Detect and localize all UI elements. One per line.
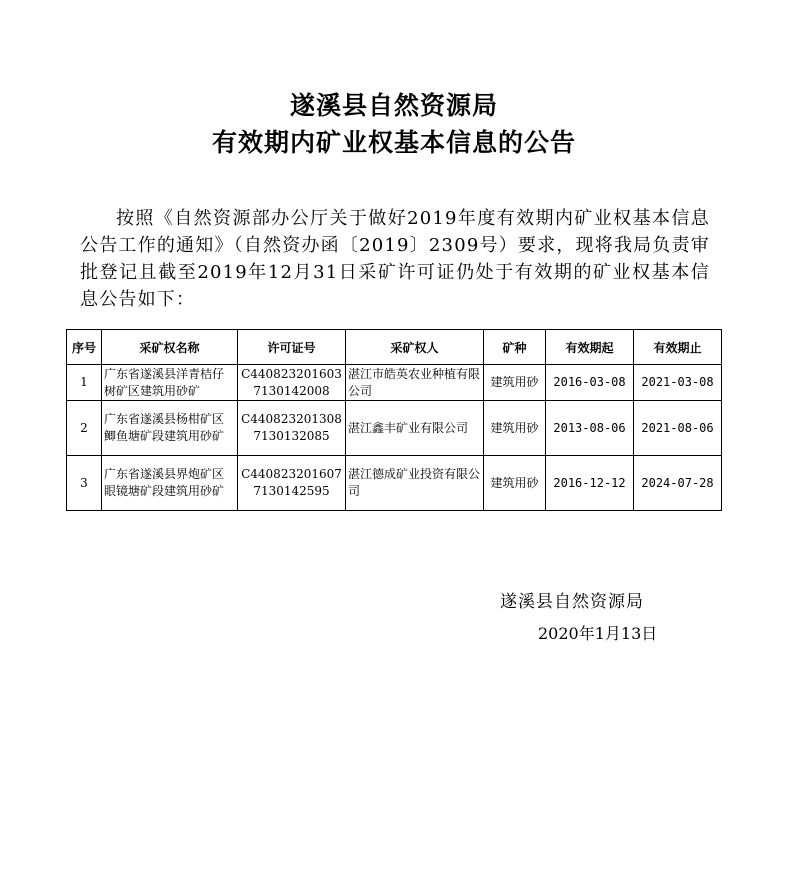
- cell-license: C4408232013087130132085: [238, 401, 346, 456]
- header-name: 采矿权名称: [102, 330, 238, 365]
- header-end: 有效期止: [634, 330, 722, 365]
- header-no: 序号: [67, 330, 102, 365]
- cell-name: 广东省遂溪县杨柑矿区鲫鱼塘矿段建筑用砂矿: [102, 401, 238, 456]
- cell-start: 2013-08-06: [546, 401, 634, 456]
- header-mineral: 矿种: [484, 330, 546, 365]
- document-title-line1: 遂溪县自然资源局: [289, 91, 498, 120]
- header-start: 有效期起: [546, 330, 634, 365]
- table-row: [67, 456, 722, 511]
- cell-name: 广东省遂溪县洋青桔仔树矿区建筑用砂矿: [102, 365, 238, 401]
- table-row: [67, 401, 722, 456]
- cell-holder: 湛江市皓英农业种植有限公司: [346, 365, 484, 401]
- cell-mineral: 建筑用砂: [484, 456, 546, 511]
- cell-start: 2016-03-08: [546, 365, 634, 401]
- cell-no: 1: [67, 365, 102, 401]
- table-header-row: [67, 330, 722, 365]
- cell-end: 2024-07-28: [634, 456, 722, 511]
- cell-name: 广东省遂溪县界炮矿区眼镜塘矿段建筑用砂矿: [102, 456, 238, 511]
- cell-license: C4408232016077130142595: [238, 456, 346, 511]
- document-title-line2: 有效期内矿业权基本信息的公告: [211, 128, 576, 157]
- notice-paragraph: 按照《自然资源部办公厅关于做好2019年度有效期内矿业权基本信息公告工作的通知》（自然资办函〔2019〕2309号）要求，现将我局负责审批登记且截至2019年12月31日采矿许可证仍处于有效期的矿业权基本信息公告如下：: [80, 208, 710, 310]
- table-row: [67, 365, 722, 401]
- cell-license: C4408232016037130142008: [238, 365, 346, 401]
- cell-end: 2021-03-08: [634, 365, 722, 401]
- signing-date: 2020年1月13日: [538, 624, 658, 643]
- mining-rights-table: [66, 329, 722, 511]
- cell-no: 2: [67, 401, 102, 456]
- cell-no: 3: [67, 456, 102, 511]
- signing-organization: 遂溪县自然资源局: [500, 592, 644, 612]
- cell-holder: 湛江德成矿业投资有限公司: [346, 456, 484, 511]
- cell-end: 2021-08-06: [634, 401, 722, 456]
- header-holder: 采矿权人: [346, 330, 484, 365]
- cell-mineral: 建筑用砂: [484, 401, 546, 456]
- header-license: 许可证号: [238, 330, 346, 365]
- cell-start: 2016-12-12: [546, 456, 634, 511]
- cell-holder: 湛江鑫丰矿业有限公司: [346, 401, 484, 456]
- cell-mineral: 建筑用砂: [484, 365, 546, 401]
